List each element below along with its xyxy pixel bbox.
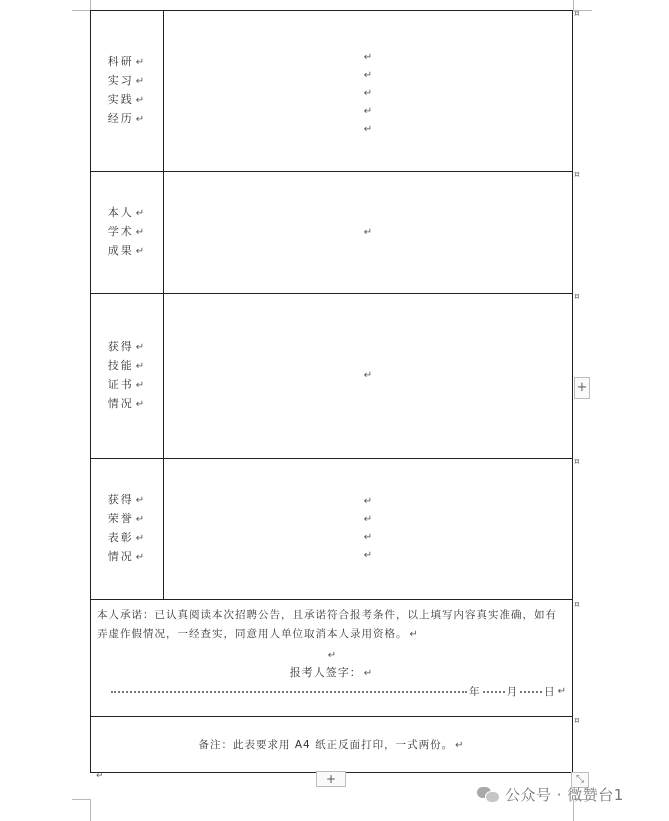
table-row-academic-achievements [91, 172, 573, 294]
blank-line: ↵ [327, 650, 338, 661]
label-line: 成果 [107, 244, 134, 257]
registration-form-table [90, 10, 573, 773]
end-of-row-mark: ¤ [574, 292, 580, 302]
table-row-note [91, 717, 573, 773]
dotted-leader [483, 691, 505, 693]
label-line: 表彰 [107, 531, 134, 544]
end-of-row-mark: ¤ [574, 457, 580, 467]
table-row-pledge [91, 600, 573, 717]
paragraph-mark: ↵ [363, 532, 373, 543]
paragraph-mark: ↵ [363, 52, 373, 63]
end-of-row-mark: ¤ [574, 170, 580, 180]
paragraph-mark: ↵ [363, 370, 373, 381]
content-cell-research-experience[interactable] [164, 11, 573, 172]
end-of-row-mark: ¤ [574, 600, 580, 610]
wechat-logo-icon [477, 785, 499, 803]
label-cell-academic-achievements[interactable]: 本人 ↵ 学术 ↵ 成果 ↵ [91, 172, 164, 294]
date-month-label: 月 [506, 686, 519, 698]
label-line: 情况 [107, 397, 134, 410]
label-line: 科研 [107, 55, 134, 68]
end-of-row-mark: ¤ [574, 716, 580, 726]
paragraph-mark: ↵ [363, 88, 373, 99]
content-cell-skill-certificates[interactable] [164, 294, 573, 459]
paragraph-mark: ↵ [363, 124, 373, 135]
paragraph-mark: ↵ [363, 226, 373, 238]
note-paragraph: 备注：此表要求用 A4 纸正反面打印，一式两份。 ↵ [198, 739, 465, 751]
label-line: 学术 [107, 225, 134, 238]
dotted-leader [520, 691, 542, 693]
plus-icon: + [576, 380, 588, 395]
paragraph-mark: ↵ [363, 70, 373, 81]
label-line: 获得 [107, 493, 134, 506]
crop-mark-bottom-left [72, 799, 91, 821]
label-line: 证书 [107, 378, 134, 391]
end-of-row-mark: ¤ [574, 9, 580, 19]
watermark [477, 782, 624, 806]
content-cell-academic-achievements[interactable] [164, 172, 573, 294]
label-line: 经历 [107, 112, 134, 125]
label-cell-research-experience[interactable]: 科研 ↵ 实习 ↵ 实践 ↵ 经历 ↵ [91, 11, 164, 172]
content-cell-honors-awards[interactable] [164, 459, 573, 600]
note-text: 备注：此表要求用 A4 纸正反面打印，一式两份。 [198, 739, 454, 751]
insert-column-button[interactable] [574, 377, 590, 399]
table-row-skill-certificates [91, 294, 573, 459]
paragraph-mark: ↵ [363, 550, 373, 561]
paragraph-mark: ↵ [363, 496, 373, 507]
insert-row-button[interactable] [316, 771, 346, 787]
label-cell-skill-certificates[interactable]: 获得 ↵ 技能 ↵ 证书 ↵ 情况 ↵ [91, 294, 164, 459]
date-line: 年 月 日 ↵ [97, 684, 566, 699]
label-line: 本人 [107, 206, 134, 219]
date-year-label: 年 [469, 686, 481, 698]
note-cell[interactable] [91, 717, 573, 773]
resize-icon: ⤡ [576, 774, 584, 785]
label-line: 实习 [107, 74, 134, 87]
pledge-paragraph: 本人承诺：已认真阅读本次招聘公告，且承诺符合报考条件，以上填写内容真实准确，如有弄虚作假情况，一经查实，同意用人单位取消本人录用资格。 ↵ [97, 609, 557, 640]
table-row-honors-awards [91, 459, 573, 600]
paragraph-mark-after-table: ↵ [96, 771, 104, 781]
plus-icon: + [325, 772, 337, 786]
paragraph-mark: ↵ [363, 106, 373, 117]
dotted-leader [111, 691, 467, 693]
label-line: 实践 [107, 93, 134, 106]
watermark-text: 公众号 · 微赞台1 [505, 785, 624, 804]
label-line: 荣誉 [107, 512, 134, 525]
label-line: 技能 [107, 359, 134, 372]
pledge-cell[interactable] [91, 600, 573, 717]
pledge-text: 本人承诺：已认真阅读本次招聘公告，且承诺符合报考条件，以上填写内容真实准确，如有弄虚作假情况，一经查实，同意用人单位取消本人录用资格。 [97, 609, 557, 640]
label-line: 获得 [107, 340, 134, 353]
table-row-research-experience [91, 11, 573, 172]
label-cell-honors-awards[interactable]: 获得 ↵ 荣誉 ↵ 表彰 ↵ 情况 ↵ [91, 459, 164, 600]
signature-line: 报考人签字： ↵ [289, 666, 374, 679]
crop-mark-top-left [72, 0, 91, 11]
paragraph-mark: ↵ [363, 514, 373, 525]
date-day-label: 日 [544, 686, 556, 698]
signature-label: 报考人签字： [289, 666, 362, 679]
label-line: 情况 [107, 550, 134, 563]
